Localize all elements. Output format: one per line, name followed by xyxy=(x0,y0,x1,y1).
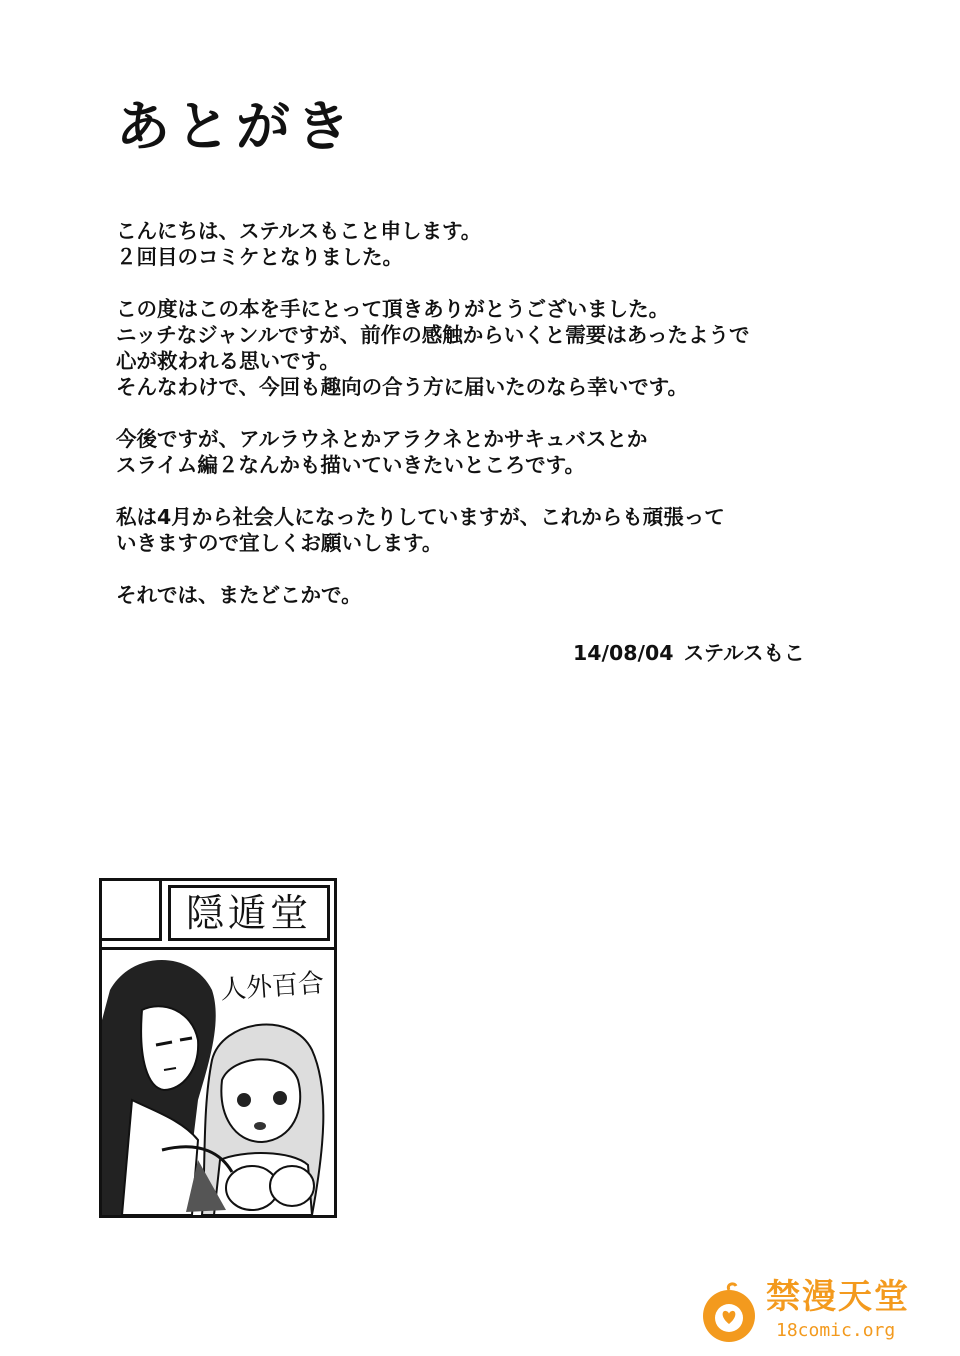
text-line: スライム編２なんかも描いていきたいところです。 xyxy=(116,453,586,477)
text-line: ニッチなジャンルですが、前作の感触からいくと需要はあったようで xyxy=(116,323,750,347)
paragraph xyxy=(116,218,836,270)
signature-date: 14/08/04 xyxy=(573,641,674,665)
space-number-box xyxy=(102,881,162,941)
text-line: 私は4月から社会人になったりしていますが、これからも頑張って xyxy=(116,505,725,529)
page-title: あとがき xyxy=(116,95,356,158)
text-line: 今後ですが、アルラウネとかアラクネとかサキュバスとか xyxy=(116,427,648,451)
text-line: こんにちは、ステルスもこと申します。 xyxy=(116,219,482,243)
watermark-url: 18comic.org xyxy=(776,1320,896,1341)
text-line: いきますので宜しくお願いします。 xyxy=(116,531,443,555)
afterword-body xyxy=(116,218,836,634)
text-line: 心が救われる思いです。 xyxy=(116,349,340,373)
watermark xyxy=(698,1276,938,1344)
signature-author: ステルスもこ xyxy=(683,641,805,665)
circle-cut xyxy=(99,878,337,1218)
paragraph xyxy=(116,296,836,400)
paragraph xyxy=(116,426,836,478)
genre-label: 人外百合 xyxy=(219,968,326,1006)
text-line: そんなわけで、今回も趣向の合う方に届いたのなら幸いです。 xyxy=(116,375,688,399)
circle-name-box xyxy=(168,885,330,941)
paragraph xyxy=(116,582,836,608)
circle-name: 隠遁堂 xyxy=(185,891,312,935)
text-line: それでは、またどこかで。 xyxy=(116,583,362,607)
cut-illustration-frame xyxy=(102,947,334,1215)
text-line: この度はこの本を手にとって頂きありがとうございました。 xyxy=(116,297,670,321)
watermark-logo-icon xyxy=(698,1282,760,1344)
text-line: ２回目のコミケとなりました。 xyxy=(116,245,403,269)
paragraph xyxy=(116,504,836,556)
signature xyxy=(573,636,805,666)
watermark-title: 禁漫天堂 xyxy=(766,1277,910,1317)
